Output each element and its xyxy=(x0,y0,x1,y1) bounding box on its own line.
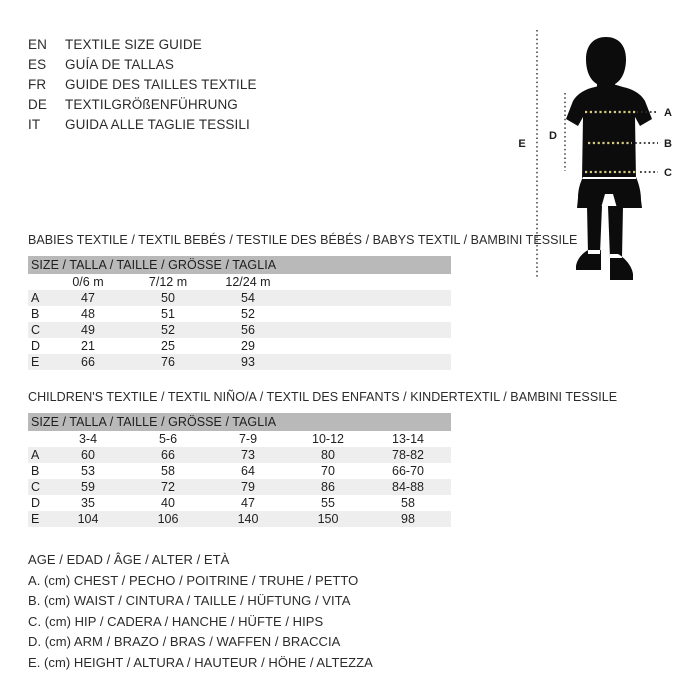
table-row xyxy=(28,322,451,338)
cell: 47 xyxy=(81,291,95,305)
measurement-legend xyxy=(28,550,373,673)
cell: 140 xyxy=(237,512,259,526)
lang-row-fr xyxy=(28,74,257,94)
children-size-table xyxy=(28,413,451,527)
measure-label-c: C xyxy=(664,167,672,179)
lang-title: GUÍA DE TALLAS xyxy=(65,56,174,72)
column-header-row xyxy=(28,274,451,290)
lang-code: EN xyxy=(28,36,47,52)
row-label: B xyxy=(31,307,40,321)
lang-title: TEXTILGRÖßENFÜHRUNG xyxy=(65,96,238,112)
babies-section-title: BABIES TEXTILE / TEXTIL BEBÉS / TESTILE DES BÉBÉS / BABYS TEXTIL / BAMBINI TESSILE xyxy=(28,233,578,247)
lang-title: TEXTILE SIZE GUIDE xyxy=(65,36,202,52)
lang-row-es xyxy=(28,54,257,74)
children-section-title: CHILDREN'S TEXTILE / TEXTIL NIÑO/A / TEXTIL DES ENFANTS / KINDERTEXTIL / BAMBINI TESSILE xyxy=(28,390,618,404)
table-row xyxy=(28,463,451,479)
table-row xyxy=(28,306,451,322)
legend-chest: A. (cm) CHEST / PECHO / POITRINE / TRUHE / PETTO xyxy=(28,572,359,588)
cell: 0/6 m xyxy=(72,275,104,289)
row-label: E xyxy=(31,355,40,369)
row-label: C xyxy=(31,480,41,494)
table-row xyxy=(28,511,451,527)
lang-code: FR xyxy=(28,76,47,92)
table-row xyxy=(28,447,451,463)
row-label: C xyxy=(31,323,41,337)
babies-size-table xyxy=(28,256,451,370)
cell: 49 xyxy=(81,323,95,337)
row-label: E xyxy=(31,512,40,526)
measure-label-d: D xyxy=(549,130,557,142)
row-label: A xyxy=(31,291,40,305)
cell: 72 xyxy=(161,480,175,494)
legend-hip: C. (cm) HIP / CADERA / HANCHE / HÜFTE / HIPS xyxy=(28,613,324,629)
lang-title: GUIDE DES TAILLES TEXTILE xyxy=(65,76,257,92)
lang-title: GUIDA ALLE TAGLIE TESSILI xyxy=(65,116,250,132)
table-row xyxy=(28,479,451,495)
cell: 52 xyxy=(241,307,255,321)
cell: 25 xyxy=(161,339,175,353)
lang-code: DE xyxy=(28,96,47,112)
row-label: D xyxy=(31,339,41,353)
legend-age: AGE / EDAD / ÂGE / ALTER / ETÀ xyxy=(28,552,230,567)
language-title-list xyxy=(28,34,257,134)
legend-waist: B. (cm) WAIST / CINTURA / TAILLE / HÜFTUNG / VITA xyxy=(28,593,351,608)
table-header-bar: SIZE / TALLA / TAILLE / GRÖSSE / TAGLIA xyxy=(28,256,451,274)
cell: 79 xyxy=(241,480,255,494)
child-silhouette xyxy=(566,37,652,280)
measure-label-a: A xyxy=(664,107,672,119)
cell: 47 xyxy=(241,496,255,510)
cell: 35 xyxy=(81,496,95,510)
cell: 58 xyxy=(401,496,415,510)
row-label: D xyxy=(31,496,41,510)
cell: 150 xyxy=(317,512,339,526)
cell: 53 xyxy=(81,464,95,478)
cell: 78-82 xyxy=(392,448,424,462)
cell: 54 xyxy=(241,291,255,305)
cell: 10-12 xyxy=(312,432,344,446)
cell: 104 xyxy=(77,512,99,526)
cell: 73 xyxy=(241,448,255,462)
table-row xyxy=(28,495,451,511)
cell: 3-4 xyxy=(78,432,98,446)
cell: 52 xyxy=(161,323,175,337)
cell: 66 xyxy=(81,355,95,369)
measure-label-b: B xyxy=(664,138,672,150)
cell: 86 xyxy=(321,480,335,494)
lang-row-it xyxy=(28,114,257,134)
table-header-bar: SIZE / TALLA / TAILLE / GRÖSSE / TAGLIA xyxy=(28,413,451,431)
cell: 5-6 xyxy=(158,432,178,446)
table-row xyxy=(28,338,451,354)
legend-height: E. (cm) HEIGHT / ALTURA / HAUTEUR / HÖHE / ALTEZZA xyxy=(28,654,373,670)
legend-arm: D. (cm) ARM / BRAZO / BRAS / WAFFEN / BRACCIA xyxy=(28,634,341,649)
row-label: A xyxy=(31,448,40,462)
lang-code: IT xyxy=(28,116,41,132)
cell: 93 xyxy=(241,355,255,369)
cell: 50 xyxy=(161,291,175,305)
lang-row-de xyxy=(28,94,257,114)
cell: 70 xyxy=(321,464,335,478)
cell: 12/24 m xyxy=(225,275,271,289)
cell: 7-9 xyxy=(238,432,258,446)
cell: 55 xyxy=(321,496,335,510)
cell: 60 xyxy=(81,448,95,462)
cell: 66 xyxy=(161,448,175,462)
cell: 59 xyxy=(81,480,95,494)
table-row xyxy=(28,290,451,306)
lang-code: ES xyxy=(28,56,47,72)
measure-label-e: E xyxy=(518,138,526,150)
column-header-row xyxy=(28,431,451,447)
cell: 7/12 m xyxy=(148,275,188,289)
cell: 84-88 xyxy=(392,480,424,494)
cell: 40 xyxy=(161,496,175,510)
cell: 51 xyxy=(161,307,175,321)
cell: 76 xyxy=(161,355,175,369)
cell: 80 xyxy=(321,448,335,462)
cell: 98 xyxy=(401,512,415,526)
cell: 29 xyxy=(241,339,255,353)
cell: 56 xyxy=(241,323,255,337)
cell: 48 xyxy=(81,307,95,321)
lang-row-en xyxy=(28,34,257,54)
cell: 21 xyxy=(81,339,95,353)
cell: 13-14 xyxy=(392,432,424,446)
cell: 66-70 xyxy=(392,464,424,478)
cell: 64 xyxy=(241,464,255,478)
cell: 58 xyxy=(161,464,175,478)
row-label: B xyxy=(31,464,40,478)
cell: 106 xyxy=(157,512,179,526)
table-row xyxy=(28,354,451,370)
